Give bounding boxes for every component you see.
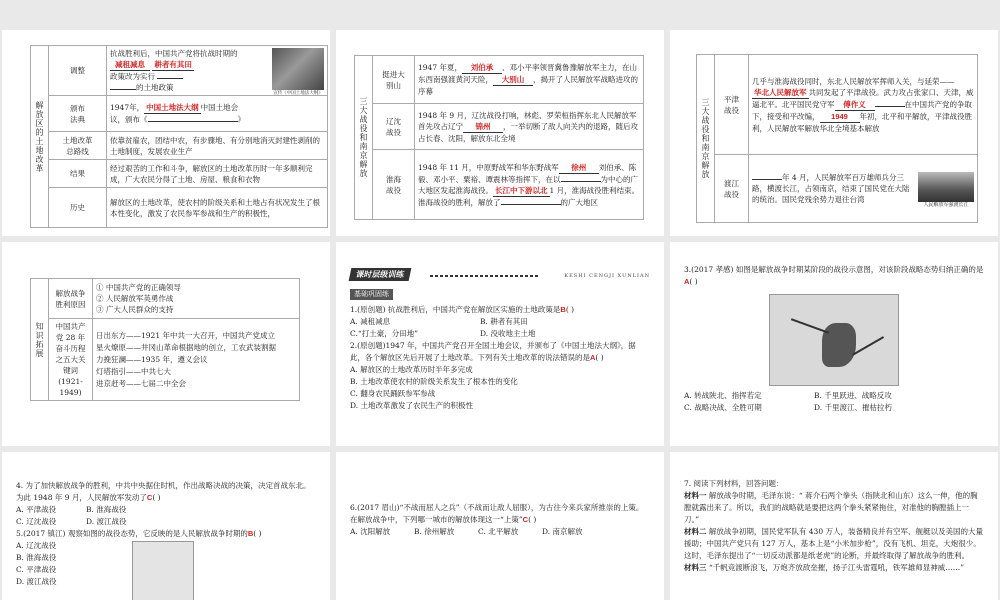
- text: ，一举切断了敌人向关内的退路，随后攻占长春、沈阳，解放东北全境: [418, 121, 638, 143]
- text: 1948 年 11 月，中原野战军和华东野战军: [418, 162, 559, 172]
- row-content: [415, 56, 644, 104]
- option: C.“打土豪，分田地”: [350, 329, 419, 338]
- material-text: “千帆竞渡断浪飞，万炮齐放敌垒摧，扬子江头雷霆吼，铁军雄师显神威……”: [708, 563, 965, 572]
- answer-fill: 刘伯承: [462, 62, 502, 74]
- text: 、邓小平率领晋冀鲁豫解放军主力，在山东西南强渡黄河天险，: [418, 63, 637, 84]
- text: 1948 年 9 月，辽沈战役打响，林彪、罗荣桓指挥东北人民解放军首先攻占辽宁: [418, 110, 637, 131]
- text: 的广大地区: [560, 197, 598, 207]
- text: 战役。武力攻占张家口、天津，威逼北平。北平国民党守军: [752, 87, 974, 109]
- answer-fill: 锦州: [463, 121, 503, 133]
- material-3: [684, 562, 984, 574]
- panel-exercises-5: [670, 452, 998, 600]
- option: A. 转战陕北、指挥若定: [684, 391, 762, 400]
- river-crossing-photo: [918, 172, 974, 208]
- material-label: 材料三: [684, 563, 707, 572]
- text: 抗战胜利后，中国共产党将抗战时期的: [110, 49, 238, 58]
- question-4: [2, 480, 330, 528]
- banner-title: 课时层级训练: [349, 268, 412, 281]
- answer-fill: 减租减息: [110, 59, 150, 71]
- row-label: 平津 战役: [715, 55, 749, 155]
- question-2: [336, 340, 664, 412]
- section-tag: 基础巩固练: [350, 289, 393, 300]
- list-item: 日出东方——1921 年中共一大召开，中国共产党成立: [96, 330, 275, 340]
- text: 年初，北平和平解放，平津战役胜利，人民解放军解放华北全境基本解放: [752, 111, 972, 133]
- material-text: 解放战争时期，毛泽东说：“ 蒋介石两个拳头（指陕北和山东）这么一伸，他的胸膛就露出来了。所以，我们的战略就是要把这两个拳头紧紧拖住，对准他的胸膛插上一刀。”: [684, 491, 978, 524]
- row-label: 颁布 法典: [49, 96, 107, 132]
- answer-fill-blank: [157, 78, 183, 79]
- list-item: 进京赶考——七届二中全会: [96, 378, 186, 388]
- answer-bracket: ( ): [689, 277, 698, 286]
- row-label: 中国共产 党 28 年 奋斗历程 之五大关 键词 (1921- 1949): [49, 319, 93, 401]
- option: D. 土地改革激发了农民生产的积极性: [350, 401, 474, 410]
- answer-fill-blank: [148, 121, 238, 122]
- question-stem: 7. 阅读下列材料，回答问题：: [684, 479, 784, 488]
- row-content: 解放区的土地改革，使农村的阶级关系和土地占有状况发生了根本性变化，激发了农民参军参战和生产的积极性，: [107, 188, 328, 228]
- list-item: 力挽狂澜——1935 年，遵义会议: [96, 354, 208, 364]
- panel-exercises-3: [2, 452, 330, 600]
- text: 刘伯承、陈毅、邓小平、粟裕、谭震林等指挥下，在以: [418, 162, 637, 184]
- section-label: 三大战役和南京解放: [355, 56, 373, 220]
- question-7: [670, 478, 998, 574]
- material-2: [684, 526, 984, 562]
- panel-pingjin-crossing: [670, 30, 998, 236]
- map-region: [822, 323, 856, 367]
- row-label: 解放战争 胜利原因: [49, 279, 93, 319]
- exercise-banner: [350, 268, 650, 282]
- row-content: [107, 96, 328, 132]
- row-content: [749, 55, 978, 155]
- answer-fill: 中国土地法大纲: [146, 103, 199, 112]
- row-label: 渡江 战役: [715, 155, 749, 223]
- answer-mark: B: [247, 529, 254, 538]
- answer-fill-blank: [501, 204, 561, 205]
- text: 议，颁布《: [110, 115, 148, 124]
- option: C. 北平解放: [478, 527, 519, 536]
- material-1: [684, 490, 984, 526]
- answer-mark: A: [684, 277, 690, 286]
- map-arrow: [791, 318, 829, 334]
- answer-mark: C: [146, 493, 153, 502]
- answer-bracket: ( ): [528, 515, 537, 524]
- answer-fill: 傅作义: [835, 99, 875, 111]
- row-content: 依靠贫雇农，团结中农，有步骤地、有分别地消灭封建性剥削的土地制度，发展农业生产: [107, 132, 328, 160]
- option: C. 翻身农民踊跃参军参战: [350, 389, 436, 398]
- question-stem: 1.(原创题) 抗战胜利后，中国共产党在解放区实施的土地政策是: [350, 305, 561, 314]
- photo-caption: 宣传《中国土地法大纲》: [273, 91, 323, 96]
- list-item: 灯塔指引——中共七大: [96, 366, 171, 376]
- answer-bracket: ( ): [152, 493, 161, 502]
- answer-mark: C: [522, 515, 529, 524]
- row-content: [107, 46, 328, 96]
- answer-fill-blank: [110, 89, 136, 90]
- option: B. 淮海战役: [86, 505, 127, 514]
- option: D. 渡江战役: [16, 577, 57, 586]
- option: A. 沈阳解放: [350, 527, 391, 536]
- option: B. 千里跃进、战略反攻: [814, 391, 892, 400]
- text: 为中心的广大地区发起淮海战役。: [418, 174, 638, 195]
- answer-bracket: ( ): [253, 529, 262, 538]
- answer-fill: 华北人民解放军: [754, 87, 807, 97]
- panel-three-campaigns: [336, 30, 664, 236]
- row-label: 淮海 战役: [373, 150, 415, 220]
- material-text: 解放战争初期，国民党军队有 430 万人，装备精良并有空军、舰艇以及美国的大量援助；中国共产党只有 127 万人，基本上是“小米加步枪”，没有飞机、坦克，大炮很少。这时，毛泽东提出了“一切反动派都是纸老虎”的论断，并最终取得了解放战争的胜利。: [684, 527, 983, 560]
- answer-fill-blank: [752, 179, 782, 180]
- campaign-map: [769, 294, 899, 386]
- question-stem: 4. 为了加快解放战争的胜利，中共中央据住时机，作出战略决战的决策，决定首战东北。为此 1948 年 9 月，人民解放军发动了: [16, 481, 311, 502]
- row-label: 土地改革 总路线: [49, 132, 107, 160]
- option: B. 耕者有其田: [480, 317, 528, 326]
- option: A. 平津战役: [16, 505, 57, 514]
- question-6: [336, 502, 664, 538]
- option: C. 战略决战、全胜可期: [684, 403, 762, 412]
- question-stem: 5.(2017 镇江) 观察如图的战役态势，它反映的是人民解放战争时期的: [16, 529, 248, 538]
- answer-bracket: ( ): [565, 305, 575, 314]
- row-content: [415, 150, 644, 220]
- question-3: [670, 264, 998, 288]
- answer-fill: 大别山: [493, 74, 533, 86]
- question-1: [336, 304, 664, 340]
- battle-map: [132, 541, 194, 600]
- option: A. 辽沈战役: [16, 541, 57, 550]
- option: C. 辽沈战役: [16, 517, 57, 526]
- answer-mark: A: [590, 353, 596, 362]
- list-item: ③ 广大人民群众的支持: [96, 305, 174, 314]
- option: D. 没收地主土地: [480, 329, 536, 338]
- panel-knowledge-extension: [2, 242, 330, 446]
- text: 1947 年夏，: [418, 63, 462, 72]
- option: B. 土地改革使农村的阶级关系发生了根本性的变化: [350, 377, 518, 386]
- answer-bracket: ( ): [595, 353, 604, 362]
- map-arrow: [852, 336, 884, 356]
- row-content: [749, 155, 978, 223]
- list-item: ① 中国共产党的正确领导: [96, 283, 181, 292]
- question-3-options: [670, 390, 998, 414]
- panel-land-reform: [2, 30, 330, 236]
- extension-table: [30, 278, 300, 401]
- panel-exercises-4: [336, 452, 664, 600]
- material-label: 材料二: [684, 527, 707, 536]
- section-label: 解放区的土地改革: [31, 46, 49, 228]
- option: B. 淮海战役: [16, 553, 57, 562]
- option: D. 渡江战役: [86, 517, 127, 526]
- text: 的土地政策: [136, 83, 174, 92]
- text: 几乎与淮海战役同时，东北人民解放军挥师入关，与延荣: [752, 76, 940, 86]
- row-label: 挺进大 别山: [373, 56, 415, 104]
- row-label: 结果: [49, 160, 107, 188]
- text: 政策改为实行: [110, 72, 155, 81]
- text: ——: [939, 76, 955, 86]
- question-stem: 6.(2017 眉山)“不战而屈人之兵”（不战而让敌人屈服），为古往今来兵家所推崇的上策。在解放战争中，下列哪一城市的解放体现这一“上策”: [350, 503, 644, 524]
- campaigns-table-2: [696, 54, 978, 223]
- list-item: ② 人民解放军英勇作战: [96, 294, 174, 303]
- text: 年 4 月，人民解放军百万雄师兵分三路，横渡长江，占领南京，结束了国民党在大陆的统治。国民党残余势力退往台湾: [752, 173, 910, 204]
- banner-subtitle: KESHI CENGJI XUNLIAN: [564, 273, 650, 279]
- section-label: 三大战役和南京解放: [697, 55, 715, 223]
- panel-exercises-2: [670, 242, 998, 446]
- text: 中国土地会: [200, 103, 239, 112]
- section-label: 知识拓展: [31, 279, 49, 401]
- list-item: 星火燎原——井冈山革命根据地的创立，工农武装割据: [96, 342, 276, 352]
- answer-mark: B: [560, 305, 566, 314]
- row-content: [93, 279, 300, 319]
- text: 》: [237, 115, 245, 124]
- text: 1947年，: [110, 103, 145, 112]
- land-reform-table: [30, 45, 328, 228]
- answer-fill: 1949: [820, 111, 860, 123]
- campaigns-table: [354, 55, 644, 220]
- option: D. 千里渡江、摧枯拉朽: [814, 403, 893, 412]
- option: A. 解放区的土地改革历时半年多完成: [350, 365, 473, 374]
- banner-divider: [430, 275, 540, 277]
- photo-caption: 人民解放军强渡长江: [923, 202, 969, 208]
- answer-fill: 徐州: [559, 162, 599, 174]
- answer-fill: 长江中下游以北: [495, 185, 548, 195]
- row-content: 经过艰苦的工作和斗争，解放区的土地改革历时一年多顺利完成，广大农民分得了土地、房屋、粮食和衣物: [107, 160, 328, 188]
- answer-fill-blank: [875, 106, 905, 107]
- option: A. 减租减息: [350, 317, 391, 326]
- panel-exercises-1: [336, 242, 664, 446]
- row-label: 辽沈 战役: [373, 104, 415, 150]
- option: B. 徐州解放: [414, 527, 455, 536]
- propaganda-photo: [272, 48, 324, 96]
- option: C. 平津战役: [16, 565, 57, 574]
- option: D. 南京解放: [542, 527, 583, 536]
- answer-fill-blank: [561, 181, 601, 182]
- question-stem: 2.(原创题)1947 年，中国共产党召开全国土地会议，并颁布了《中国土地法大纲》，据此，各个解放区先后开展了土地改革。下列有关土地改革的说法错误的是: [350, 341, 636, 362]
- row-label: 调整: [49, 46, 107, 96]
- row-content: [415, 104, 644, 150]
- answer-fill: 耕者有其田: [154, 60, 192, 69]
- text: 在中国共产党的争取下，接受和平改编，: [752, 99, 972, 121]
- question-stem: 3.(2017 孝感) 如图是解放战争时期某阶段的战役示意图，对该阶段战略态势归纳正确的是: [684, 265, 984, 274]
- row-content: [93, 319, 300, 401]
- text: ，揭开了人民解放军战略进攻的序幕: [418, 75, 638, 96]
- row-label: 历史: [49, 188, 107, 228]
- text: 1 月，淮海战役胜利结束。淮海战役的胜利，解放了: [418, 185, 640, 207]
- text: 共同发起了平津: [808, 87, 861, 97]
- material-label: 材料一: [684, 491, 707, 500]
